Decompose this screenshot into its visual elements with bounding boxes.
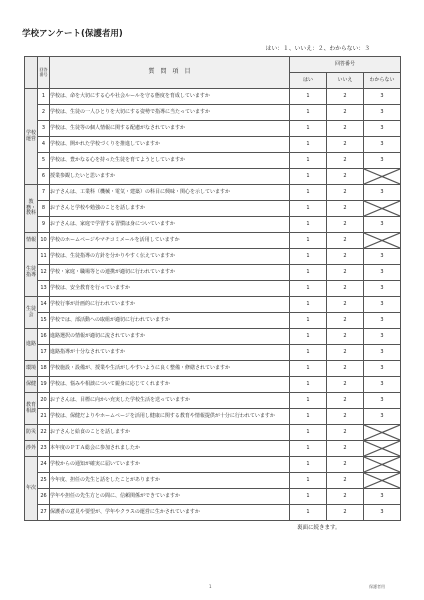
question-number: 7: [38, 185, 50, 201]
answer-option-no[interactable]: 2: [327, 505, 364, 521]
table-row: [25, 169, 401, 185]
answer-option-yes[interactable]: 1: [290, 505, 327, 521]
question-number: 13: [38, 281, 50, 297]
answer-option-no[interactable]: 2: [327, 313, 364, 329]
category-label: 進路: [25, 329, 38, 361]
question-number: 4: [38, 137, 50, 153]
question-text: お子さんは、目標に向かい充実した学校生活を送っていますか: [50, 393, 290, 409]
survey-table: [24, 56, 401, 521]
question-number: 3: [38, 121, 50, 137]
category-label: 学校運営: [25, 89, 38, 185]
answer-option-yes[interactable]: 1: [290, 265, 327, 281]
answer-option-yes[interactable]: 1: [290, 185, 327, 201]
table-row: [25, 105, 401, 121]
answer-option-no[interactable]: 2: [327, 409, 364, 425]
answer-option-yes[interactable]: 1: [290, 313, 327, 329]
page-label: 保護者用: [369, 584, 385, 589]
category-label: 情報: [25, 233, 38, 249]
answer-option-yes[interactable]: 1: [290, 425, 327, 441]
answer-option-yes[interactable]: 1: [290, 105, 327, 121]
question-number: 17: [38, 345, 50, 361]
answer-option-no[interactable]: 2: [327, 233, 364, 249]
answer-option-yes[interactable]: 1: [290, 361, 327, 377]
answer-option-no[interactable]: 2: [327, 489, 364, 505]
table-row: [25, 425, 401, 441]
answer-option-yes[interactable]: 1: [290, 121, 327, 137]
answer-option-unknown[interactable]: 3: [364, 217, 401, 233]
question-text: 学校は、生徒の一人ひとりを大切にする姿勢で指導に当たっていますか: [50, 105, 290, 121]
answer-option-unknown[interactable]: 3: [364, 489, 401, 505]
answer-option-yes[interactable]: 1: [290, 233, 327, 249]
question-text: 学校は、保健だよりやホームページを活用し健康に関する教育や情報提供が十分に行われていますか: [50, 409, 290, 425]
table-row: [25, 249, 401, 265]
table-row: [25, 473, 401, 489]
question-number: 25: [38, 473, 50, 489]
answer-option-unknown[interactable]: 3: [364, 393, 401, 409]
answer-option-no[interactable]: 2: [327, 377, 364, 393]
yes-header: はい: [290, 73, 327, 89]
cross-out-icon: [364, 425, 400, 440]
answer-option-no[interactable]: 2: [327, 105, 364, 121]
question-text: 学校は、生徒等の個人情報に関する配慮がなされていますか: [50, 121, 290, 137]
answer-option-no[interactable]: 2: [327, 345, 364, 361]
category-label: 保健: [25, 377, 38, 393]
answer-option-unknown[interactable]: 3: [364, 281, 401, 297]
table-row: [25, 457, 401, 473]
table-row: [25, 265, 401, 281]
question-number: 19: [38, 377, 50, 393]
answer-option-no[interactable]: 2: [327, 361, 364, 377]
question-number: 5: [38, 153, 50, 169]
cross-out-icon: [364, 473, 400, 488]
question-text: 学校のホームページやマチコミメールを活用していますか: [50, 233, 290, 249]
question-number: 6: [38, 169, 50, 185]
answer-option-yes[interactable]: 1: [290, 441, 327, 457]
answer-option-unknown[interactable]: 3: [364, 121, 401, 137]
answer-option-no[interactable]: 2: [327, 457, 364, 473]
question-number: 10: [38, 233, 50, 249]
category-label: 教務・教科: [25, 185, 38, 233]
answer-option-unknown[interactable]: 3: [364, 137, 401, 153]
question-text: 学校からの通知が確実に届いていますか: [50, 457, 290, 473]
not-applicable-cell: [364, 441, 401, 457]
question-text: 学校は、悩みや相談について親身に応じてくれますか: [50, 377, 290, 393]
answer-option-yes[interactable]: 1: [290, 201, 327, 217]
answer-option-no[interactable]: 2: [327, 185, 364, 201]
table-row: [25, 409, 401, 425]
table-row: [25, 441, 401, 457]
table-row: [25, 281, 401, 297]
question-number: 11: [38, 249, 50, 265]
answer-option-no[interactable]: 2: [327, 201, 364, 217]
question-number: 12: [38, 265, 50, 281]
not-applicable-cell: [364, 169, 401, 185]
question-text: 進路選択の情報が適切に流されていますか: [50, 329, 290, 345]
answer-option-no[interactable]: 2: [327, 169, 364, 185]
question-text: 学校施設・設備が、授業や生活がしやすいように良く整備・修繕されていますか: [50, 361, 290, 377]
question-text: お子さんは、家庭で学習する習慣は身についていますか: [50, 217, 290, 233]
no-header: いいえ: [327, 73, 364, 89]
answer-option-yes[interactable]: 1: [290, 217, 327, 233]
table-row: [25, 233, 401, 249]
answer-option-yes[interactable]: 1: [290, 249, 327, 265]
answer-option-yes[interactable]: 1: [290, 393, 327, 409]
table-row: [25, 217, 401, 233]
answer-option-yes[interactable]: 1: [290, 169, 327, 185]
answer-option-yes[interactable]: 1: [290, 329, 327, 345]
answer-option-no[interactable]: 2: [327, 297, 364, 313]
question-number: 20: [38, 393, 50, 409]
answer-option-yes[interactable]: 1: [290, 473, 327, 489]
answer-legend: はい：１、いいえ：２、わからない：３: [265, 46, 370, 52]
table-row: [25, 313, 401, 329]
table-row: [25, 505, 401, 521]
table-row: [25, 137, 401, 153]
category-label: 防災: [25, 425, 38, 441]
answer-option-no[interactable]: 2: [327, 441, 364, 457]
question-text: 学校は、開かれた学校づくりを推進していますか: [50, 137, 290, 153]
question-text: 保護者の意見や要望が、学年やクラスの運営に生かされていますか: [50, 505, 290, 521]
not-applicable-cell: [364, 457, 401, 473]
question-text: 学校は、生徒指導の方針を分かりやすく伝えていますか: [50, 249, 290, 265]
question-number: 23: [38, 441, 50, 457]
table-row: [25, 297, 401, 313]
question-text: 学校は、安全教育を行っていますか: [50, 281, 290, 297]
question-number: 8: [38, 201, 50, 217]
not-applicable-cell: [364, 473, 401, 489]
answer-option-yes[interactable]: 1: [290, 297, 327, 313]
header-row-1: [25, 57, 401, 73]
answer-option-unknown[interactable]: 3: [364, 105, 401, 121]
answer-option-no[interactable]: 2: [327, 473, 364, 489]
table-row: [25, 345, 401, 361]
answer-option-unknown[interactable]: 3: [364, 89, 401, 105]
table-row: [25, 89, 401, 105]
category-label: 年次: [25, 457, 38, 521]
answer-option-no[interactable]: 2: [327, 425, 364, 441]
answer-option-no[interactable]: 2: [327, 89, 364, 105]
answer-option-yes[interactable]: 1: [290, 377, 327, 393]
table-row: [25, 329, 401, 345]
category-label: 教育相談: [25, 393, 38, 425]
question-text: 学校行事が計画的に行われていますか: [50, 297, 290, 313]
cross-out-icon: [364, 233, 400, 248]
item-header: 質 問 項 目: [50, 57, 290, 89]
answer-option-unknown[interactable]: 3: [364, 185, 401, 201]
answer-option-yes[interactable]: 1: [290, 345, 327, 361]
cross-out-icon: [364, 169, 400, 184]
question-number: 16: [38, 329, 50, 345]
category-label: 生徒指導: [25, 249, 38, 297]
cross-out-icon: [364, 201, 400, 216]
question-number: 2: [38, 105, 50, 121]
answer-option-no[interactable]: 2: [327, 393, 364, 409]
answer-header: 回答番号: [290, 57, 401, 73]
answer-option-no[interactable]: 2: [327, 153, 364, 169]
answer-option-no[interactable]: 2: [327, 329, 364, 345]
question-number: 24: [38, 457, 50, 473]
answer-option-unknown[interactable]: 3: [364, 361, 401, 377]
question-text: 学校は、命を大切にする心や社会ルールを守る態度を育成していますか: [50, 89, 290, 105]
question-text: 学校は、豊かなる心を持った生徒を育てようとしていますか: [50, 153, 290, 169]
answer-option-no[interactable]: 2: [327, 137, 364, 153]
answer-option-no[interactable]: 2: [327, 121, 364, 137]
table-row: [25, 489, 401, 505]
answer-option-yes[interactable]: 1: [290, 489, 327, 505]
cross-out-icon: [364, 457, 400, 472]
answer-option-no[interactable]: 2: [327, 217, 364, 233]
answer-option-yes[interactable]: 1: [290, 457, 327, 473]
answer-option-no[interactable]: 2: [327, 249, 364, 265]
continued-note: 裏面に続きます。: [297, 525, 341, 531]
question-text: 今年度、担任の先生と話をしたことがありますか: [50, 473, 290, 489]
answer-option-unknown[interactable]: 3: [364, 377, 401, 393]
answer-option-unknown[interactable]: 3: [364, 249, 401, 265]
question-number: 26: [38, 489, 50, 505]
cross-out-icon: [364, 441, 400, 456]
table-row: [25, 153, 401, 169]
question-number: 27: [38, 505, 50, 521]
question-text: お子さんは、工業科（機械・電気・建築）の科目に興味・関心を示していますか: [50, 185, 290, 201]
question-number: 14: [38, 297, 50, 313]
page-title: 学校アンケート(保護者用): [22, 29, 123, 39]
category-header: [25, 57, 38, 89]
answer-option-unknown[interactable]: 3: [364, 505, 401, 521]
category-label: 渉外: [25, 441, 38, 457]
answer-option-no[interactable]: 2: [327, 281, 364, 297]
table-row: [25, 201, 401, 217]
answer-option-unknown[interactable]: 3: [364, 265, 401, 281]
question-number: 22: [38, 425, 50, 441]
answer-option-unknown[interactable]: 3: [364, 329, 401, 345]
question-text: 学校では、部活動への取組が適切に行われていますか: [50, 313, 290, 329]
answer-option-unknown[interactable]: 3: [364, 345, 401, 361]
answer-option-unknown[interactable]: 3: [364, 153, 401, 169]
question-text: 進路指導が十分なされていますか: [50, 345, 290, 361]
answer-option-yes[interactable]: 1: [290, 137, 327, 153]
table-row: [25, 121, 401, 137]
question-number: 21: [38, 409, 50, 425]
question-number: 9: [38, 217, 50, 233]
question-text: 学年や担任の先生方との間に、信頼関係ができていますか: [50, 489, 290, 505]
table-row: [25, 185, 401, 201]
table-row: [25, 361, 401, 377]
answer-option-unknown[interactable]: 3: [364, 409, 401, 425]
category-label: 生徒会: [25, 297, 38, 329]
category-label: 環境: [25, 361, 38, 377]
answer-option-yes[interactable]: 1: [290, 409, 327, 425]
number-header: 回答番号: [38, 57, 50, 89]
answer-option-unknown[interactable]: 3: [364, 313, 401, 329]
table-row: [25, 393, 401, 409]
answer-option-unknown[interactable]: 3: [364, 297, 401, 313]
question-text: お子さんと給食のことを話しますか: [50, 425, 290, 441]
answer-option-no[interactable]: 2: [327, 265, 364, 281]
question-number: 18: [38, 361, 50, 377]
table-row: [25, 377, 401, 393]
question-number: 15: [38, 313, 50, 329]
answer-option-yes[interactable]: 1: [290, 153, 327, 169]
question-text: 本年度のＰＴＡ総会に参加されましたか: [50, 441, 290, 457]
not-applicable-cell: [364, 233, 401, 249]
not-applicable-cell: [364, 425, 401, 441]
not-applicable-cell: [364, 201, 401, 217]
unknown-header: わからない: [364, 73, 401, 89]
page-number: 1: [209, 584, 212, 589]
question-text: 学校・家庭・職場等との連携が適切に行われていますか: [50, 265, 290, 281]
question-text: お子さんと学校や勉強のことを話しますか: [50, 201, 290, 217]
question-text: 授業参観したいと思いますか: [50, 169, 290, 185]
question-number: 1: [38, 89, 50, 105]
answer-option-yes[interactable]: 1: [290, 89, 327, 105]
answer-option-yes[interactable]: 1: [290, 281, 327, 297]
